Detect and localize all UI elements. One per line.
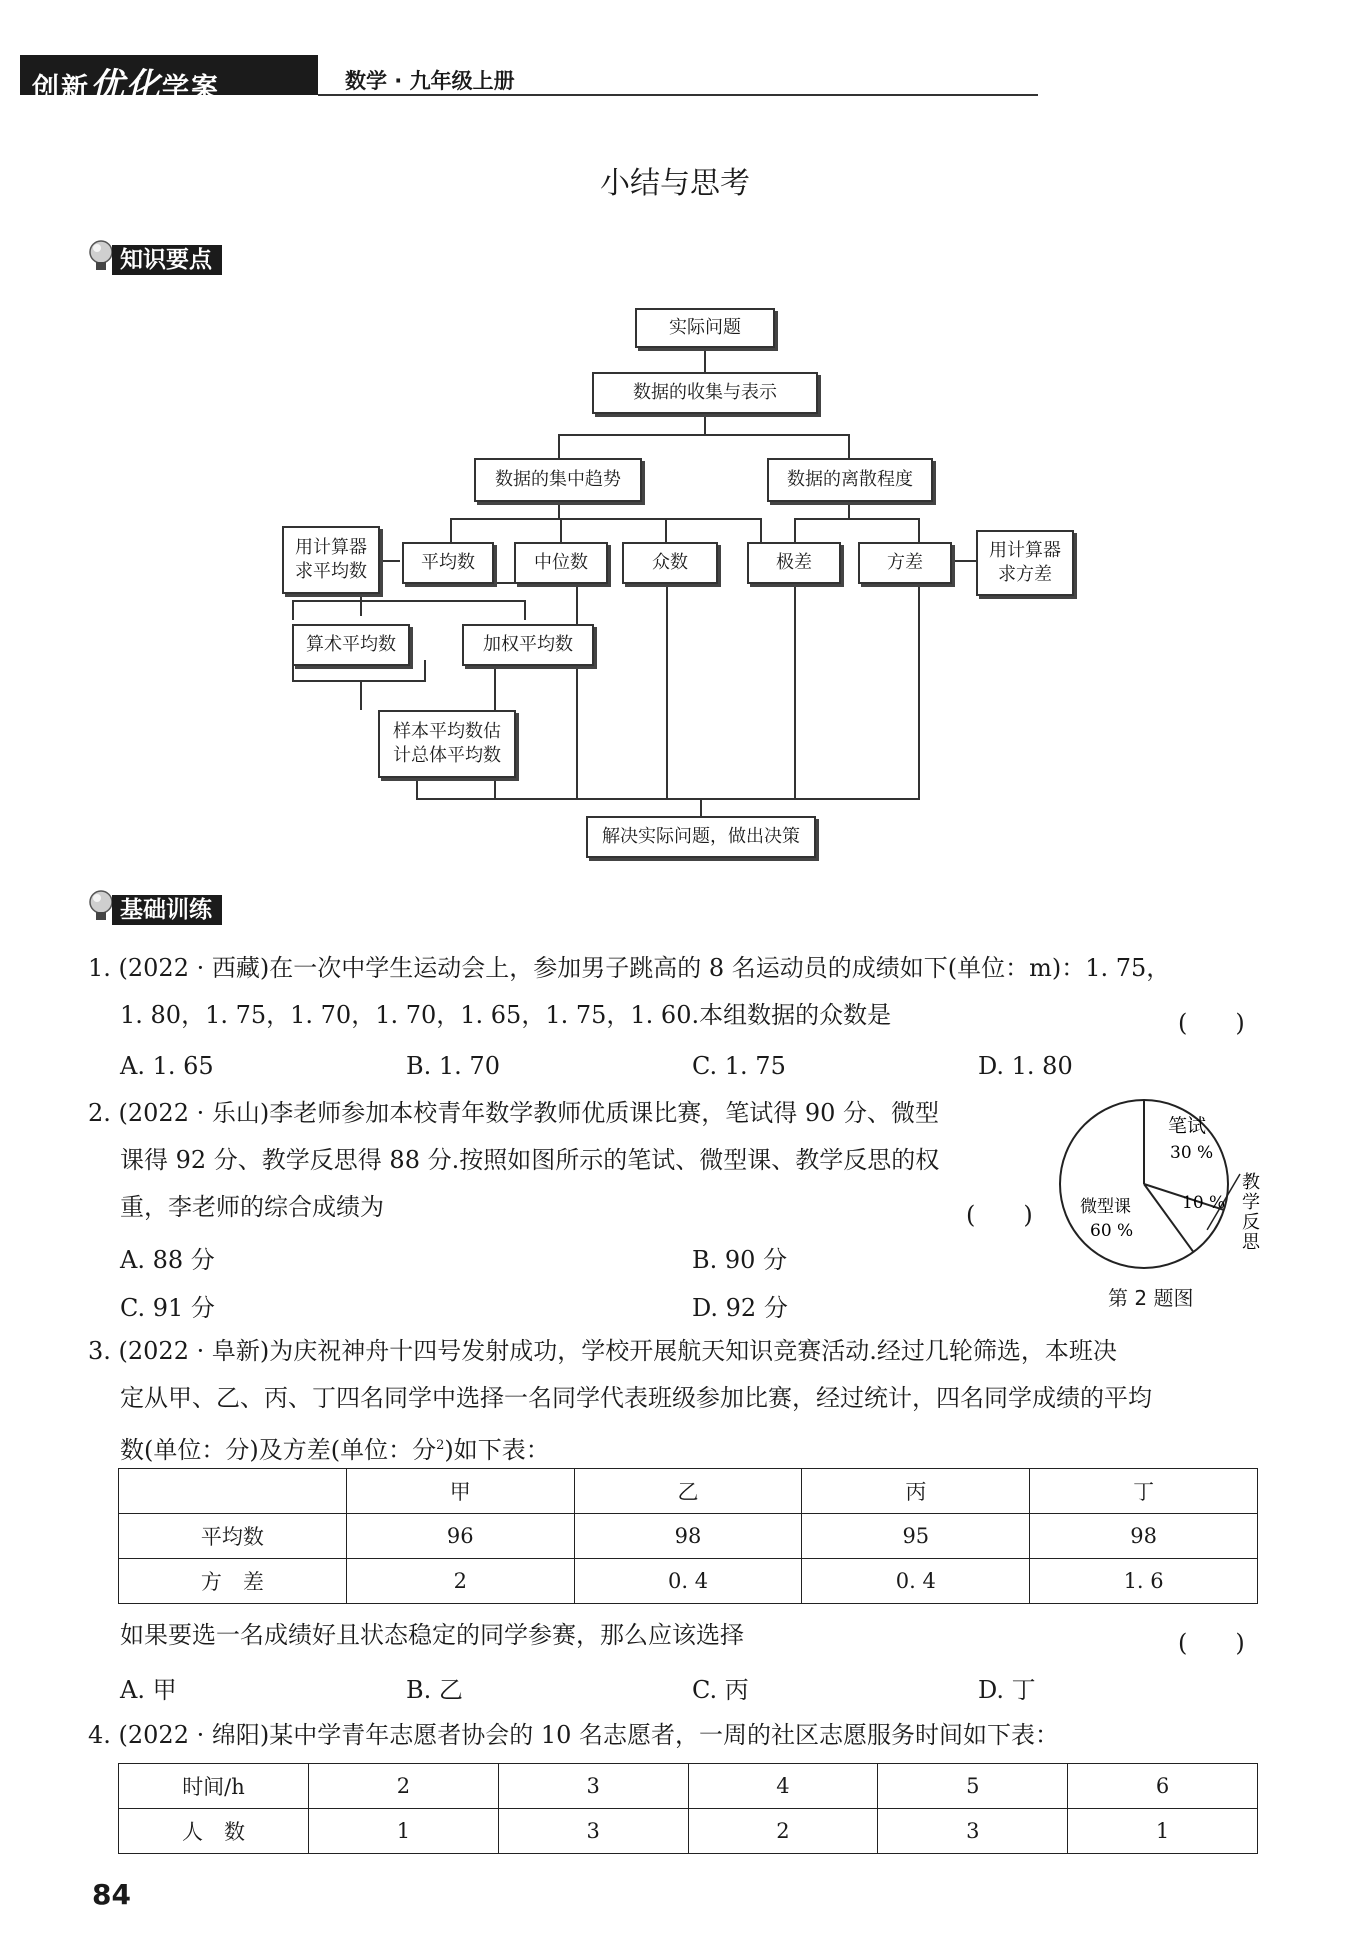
q3-table — [118, 1468, 1258, 1604]
node-decision: 解决实际问题，做出决策 — [586, 816, 816, 858]
table-cell: 丙 — [802, 1469, 1030, 1514]
q2-pie-chart — [1050, 1090, 1280, 1290]
node-calc-mean-line2: 求平均数 — [295, 561, 367, 582]
node-weighted-mean: 加权平均数 — [462, 624, 594, 666]
table-row — [119, 1469, 1258, 1514]
table-cell: 时间/h — [119, 1764, 309, 1809]
q3-line1: 3. (2022 · 阜新)为庆祝神舟十四号发射成功，学校开展航天知识竞赛活动.经过几轮筛选，本班决 — [88, 1337, 1117, 1365]
q2-line2: 课得 92 分、教学反思得 88 分.按照如图所示的笔试、微型课、教学反思的权 — [120, 1146, 940, 1174]
node-sample-estimate — [378, 710, 516, 778]
table-row — [119, 1514, 1258, 1559]
q2-line1: 2. (2022 · 乐山)李老师参加本校青年数学教师优质课比赛，笔试得 90 分、微型 — [88, 1099, 940, 1127]
node-median: 中位数 — [514, 542, 608, 584]
q2-option-c: C. 91 分 — [120, 1294, 215, 1322]
node-sample-estimate-line1: 样本平均数估 — [393, 720, 501, 742]
table-cell: 丁 — [1030, 1469, 1258, 1514]
lightbulb-icon — [88, 239, 114, 273]
flowchart — [270, 300, 1100, 870]
pie-label-reflection-char3: 反 — [1242, 1212, 1260, 1233]
table-cell: 95 — [802, 1514, 1030, 1559]
table-cell: 3 — [498, 1764, 688, 1809]
table-cell: 1 — [1068, 1809, 1258, 1854]
q3-line3: 数(单位：分)及方差(单位：分$^2$)如下表： — [120, 1436, 550, 1464]
node-data-collection: 数据的收集与表示 — [592, 372, 818, 414]
table-cell: 3 — [878, 1809, 1068, 1854]
q3-option-d: D. 丁 — [978, 1676, 1036, 1704]
q1-option-d: D. 1. 80 — [978, 1052, 1073, 1080]
table-row — [119, 1764, 1258, 1809]
table-row — [119, 1559, 1258, 1604]
pie-value-reflection: 10 % — [1182, 1193, 1226, 1213]
table-cell: 98 — [574, 1514, 802, 1559]
table-row — [119, 1809, 1258, 1854]
q3-line2: 定从甲、乙、丙、丁四名同学中选择一名同学代表班级参加比赛，经过统计，四名同学成绩的平均 — [120, 1384, 1152, 1412]
brand-logo: 创新优化学案 — [32, 66, 220, 106]
pie-value-written: 30 % — [1170, 1143, 1214, 1163]
table-cell: 4 — [688, 1764, 878, 1809]
node-calc-variance-line2: 求方差 — [998, 564, 1052, 585]
q4-line1: 4. (2022 · 绵阳)某中学青年志愿者协会的 10 名志愿者，一周的社区志愿服务时间如下表： — [88, 1721, 1060, 1749]
page-number: 84 — [92, 1878, 131, 1911]
node-calc-variance — [976, 530, 1074, 596]
q1-option-b: B. 1. 70 — [406, 1052, 500, 1080]
section-practice-label: 基础训练 — [112, 895, 222, 925]
node-actual-problem: 实际问题 — [635, 308, 775, 348]
table-cell: 6 — [1068, 1764, 1258, 1809]
section-knowledge-label: 知识要点 — [112, 245, 222, 275]
table-cell: 2 — [688, 1809, 878, 1854]
q2-figure-caption: 第 2 题图 — [1108, 1286, 1194, 1310]
node-sample-estimate-line2: 计总体平均数 — [393, 745, 501, 766]
q1-answer-blank: ( ) — [1178, 1009, 1245, 1037]
pie-label-reflection-char4: 思 — [1242, 1232, 1260, 1253]
table-cell: 96 — [346, 1514, 574, 1559]
table-cell: 0. 4 — [802, 1559, 1030, 1604]
table-cell: 方 差 — [119, 1559, 347, 1604]
table-cell — [119, 1469, 347, 1514]
node-mean: 平均数 — [402, 542, 494, 584]
q2-option-b: B. 90 分 — [692, 1246, 788, 1274]
q2-line3: 重，李老师的综合成绩为 — [120, 1193, 384, 1221]
table-cell: 2 — [308, 1764, 498, 1809]
node-arithmetic-mean: 算术平均数 — [292, 624, 410, 666]
node-calc-variance-line1: 用计算器 — [989, 539, 1061, 561]
q3-answer-blank: ( ) — [1178, 1629, 1245, 1657]
table-cell: 5 — [878, 1764, 1068, 1809]
node-central-tendency: 数据的集中趋势 — [474, 458, 642, 502]
table-cell: 0. 4 — [574, 1559, 802, 1604]
node-range: 极差 — [747, 542, 841, 584]
lightbulb-icon — [88, 889, 114, 923]
table-cell: 人 数 — [119, 1809, 309, 1854]
table-cell: 甲 — [346, 1469, 574, 1514]
q3-option-a: A. 甲 — [120, 1676, 177, 1704]
q1-line2: 1. 80，1. 75，1. 70，1. 70，1. 65，1. 75，1. 60.本组数据的众数是 — [120, 1001, 892, 1029]
q3-option-b: B. 乙 — [406, 1676, 463, 1704]
q4-table — [118, 1763, 1258, 1854]
pie-label-reflection-char2: 学 — [1242, 1192, 1260, 1213]
q3-question: 如果要选一名成绩好且状态稳定的同学参赛，那么应该选择 — [120, 1621, 744, 1649]
node-dispersion: 数据的离散程度 — [767, 458, 933, 502]
book-subtitle: 数学 · 九年级上册 — [345, 69, 515, 93]
node-calc-mean-line1: 用计算器 — [295, 536, 367, 558]
table-cell: 2 — [346, 1559, 574, 1604]
node-mode: 众数 — [622, 542, 718, 584]
pie-label-reflection-char1: 教 — [1242, 1172, 1260, 1193]
q3-option-c: C. 丙 — [692, 1676, 749, 1704]
q1-option-c: C. 1. 75 — [692, 1052, 786, 1080]
page-title: 小结与思考 — [600, 166, 750, 201]
pie-label-microlesson: 微型课 — [1080, 1197, 1131, 1217]
q2-answer-blank: ( ) — [966, 1201, 1033, 1229]
table-cell: 1 — [308, 1809, 498, 1854]
node-variance: 方差 — [858, 542, 952, 584]
pie-label-written: 笔试 — [1168, 1115, 1207, 1137]
header-rule — [318, 94, 1038, 96]
q1-option-a: A. 1. 65 — [120, 1052, 214, 1080]
node-calc-mean — [282, 526, 380, 594]
pie-value-microlesson: 60 % — [1090, 1221, 1134, 1241]
q2-option-a: A. 88 分 — [120, 1246, 215, 1274]
table-cell: 98 — [1030, 1514, 1258, 1559]
table-cell: 1. 6 — [1030, 1559, 1258, 1604]
q1-line1: 1. (2022 · 西藏)在一次中学生运动会上，参加男子跳高的 8 名运动员的成绩如下(单位：m)：1. 75， — [88, 954, 1171, 982]
table-cell: 3 — [498, 1809, 688, 1854]
table-cell: 乙 — [574, 1469, 802, 1514]
table-cell: 平均数 — [119, 1514, 347, 1559]
q2-option-d: D. 92 分 — [692, 1294, 788, 1322]
